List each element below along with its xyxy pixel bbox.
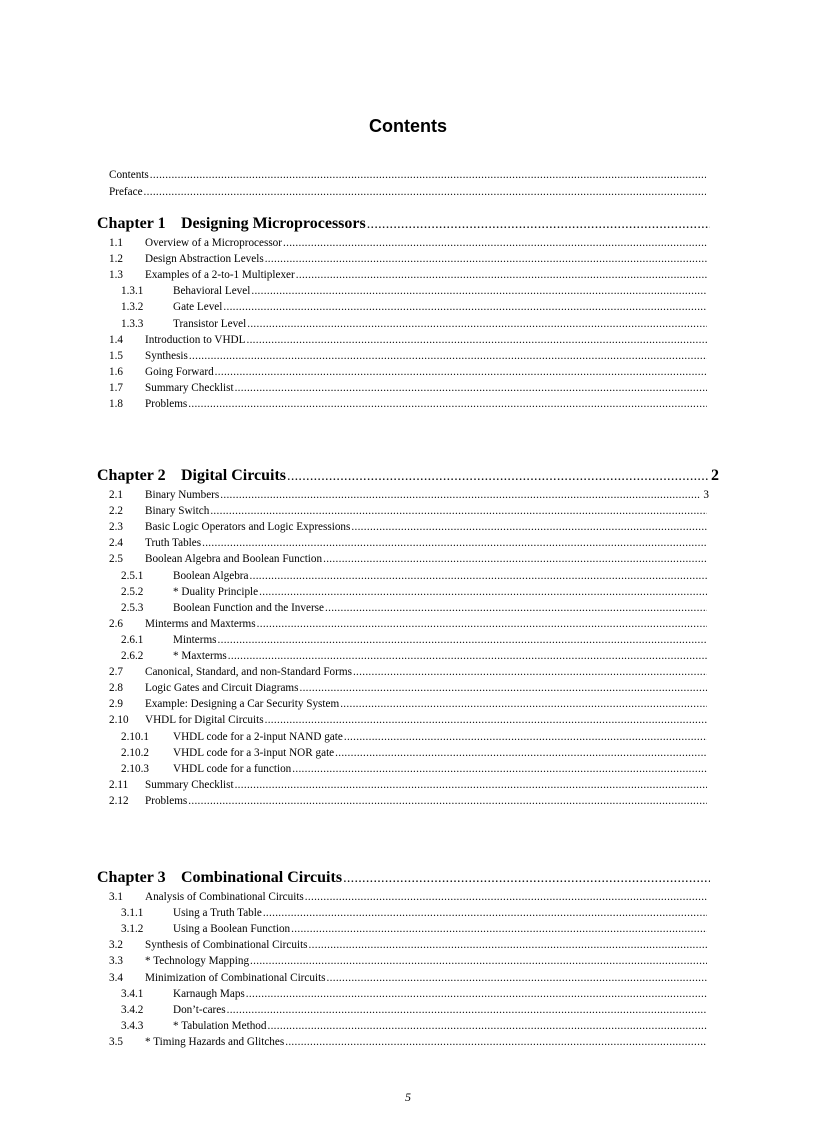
entry-title: Logic Gates and Circuit Diagrams — [145, 682, 299, 695]
entry-number: 1.2 — [109, 253, 123, 266]
entry-number: 3.5 — [109, 1035, 123, 1048]
entry-title: Binary Numbers — [145, 489, 220, 501]
entry-number: Chapter 1 — [97, 215, 166, 232]
entry-number: 2.4 — [109, 537, 123, 550]
section-entry[interactable] — [109, 971, 709, 985]
section-entry[interactable] — [109, 252, 709, 266]
subsection-entry[interactable] — [121, 300, 709, 314]
dot-leader — [188, 397, 707, 411]
dot-leader — [305, 890, 707, 904]
chapter-heading[interactable] — [97, 214, 712, 234]
section-entry[interactable] — [109, 665, 709, 679]
section-entry[interactable] — [109, 778, 709, 792]
entry-title: Problems — [145, 398, 188, 410]
entry-title: Going Forward — [145, 365, 214, 378]
front-matter-entry[interactable] — [109, 185, 708, 199]
subsection-entry[interactable] — [121, 906, 709, 920]
entry-title: Canonical, Standard, and non-Standard Forms — [145, 666, 352, 679]
entry-title: Minterms — [173, 633, 217, 646]
dot-leader — [343, 868, 710, 889]
entry-title: Introduction to VHDL — [145, 333, 246, 346]
entry-number: 2.5 — [109, 553, 123, 566]
section-entry[interactable] — [109, 552, 709, 566]
dot-leader — [292, 762, 707, 776]
dot-leader — [246, 333, 707, 347]
entry-number: 1.5 — [109, 349, 123, 362]
entry-title: Behavioral Level — [173, 285, 251, 298]
section-entry[interactable] — [109, 697, 709, 711]
subsection-entry[interactable] — [121, 284, 709, 298]
section-entry[interactable] — [109, 1035, 709, 1049]
dot-leader — [323, 552, 707, 566]
entry-page-number: 2 — [711, 467, 719, 484]
subsection-entry[interactable] — [121, 746, 709, 760]
section-entry[interactable] — [109, 536, 709, 550]
entry-number: 2.5.2 — [121, 585, 144, 598]
entry-title: Minimization of Combinational Circuits — [145, 971, 326, 984]
dot-leader — [202, 536, 707, 550]
subsection-entry[interactable] — [121, 730, 709, 744]
entry-title: VHDL code for a 2-input NAND gate — [173, 730, 343, 743]
entry-number: 2.11 — [109, 778, 129, 791]
dot-leader — [250, 954, 707, 968]
entry-number: 3.1.2 — [121, 923, 144, 936]
entry-number: 2.8 — [109, 682, 123, 695]
entry-page-number: 3 — [703, 489, 709, 501]
entry-number: 3.3 — [109, 955, 123, 968]
dot-leader — [344, 730, 707, 744]
entry-title: Analysis of Combinational Circuits — [145, 891, 304, 903]
entry-title: Preface — [109, 185, 143, 198]
entry-number: 1.1 — [109, 237, 123, 249]
entry-number: 1.7 — [109, 381, 123, 394]
entry-number: 2.7 — [109, 666, 123, 679]
dot-leader — [340, 697, 707, 711]
dot-leader — [247, 317, 707, 331]
section-entry[interactable] — [109, 268, 709, 282]
entry-title: VHDL code for a 3-input NOR gate — [173, 746, 335, 759]
entry-number: 2.1 — [109, 489, 123, 501]
entry-number: 2.2 — [109, 505, 123, 518]
entry-title: VHDL code for a function — [173, 762, 292, 775]
dot-leader — [335, 746, 707, 760]
entry-title: Contents — [109, 169, 149, 181]
entry-title: * Duality Principle — [173, 585, 259, 598]
section-entry[interactable] — [109, 794, 709, 808]
section-entry[interactable] — [109, 954, 709, 968]
section-entry[interactable] — [109, 365, 709, 379]
entry-title: Overview of a Microprocessor — [145, 237, 282, 249]
entry-title: Example: Designing a Car Security System — [145, 698, 340, 711]
dot-leader — [215, 365, 707, 379]
section-entry[interactable] — [109, 617, 709, 631]
chapter-heading[interactable] — [97, 466, 719, 486]
dot-leader — [144, 185, 706, 199]
entry-number: 1.6 — [109, 365, 123, 378]
entry-number: 3.4.3 — [121, 1019, 144, 1032]
entry-number: 2.5.1 — [121, 569, 144, 582]
dot-leader — [235, 381, 707, 395]
entry-title: Transistor Level — [173, 317, 247, 330]
entry-title: Design Abstraction Levels — [145, 253, 264, 266]
entry-number: 3.2 — [109, 939, 123, 952]
entry-title: Truth Tables — [145, 537, 202, 550]
dot-leader — [150, 168, 706, 182]
dot-leader — [251, 284, 707, 298]
entry-number: 3.4 — [109, 971, 123, 984]
entry-number: 2.6.2 — [121, 650, 144, 662]
entry-number: 1.3.2 — [121, 301, 144, 314]
page-title: Contents — [369, 116, 447, 136]
entry-title: Gate Level — [173, 301, 223, 314]
front-matter-entry[interactable] — [109, 168, 708, 182]
subsection-entry[interactable] — [121, 569, 709, 583]
entry-number: 2.6 — [109, 617, 123, 630]
dot-leader — [353, 665, 707, 679]
entry-number: 3.4.2 — [121, 1003, 144, 1016]
dot-leader — [188, 794, 707, 808]
dot-leader — [283, 236, 707, 250]
section-entry[interactable] — [109, 938, 709, 952]
dot-leader — [263, 906, 707, 920]
entry-number: 2.12 — [109, 794, 129, 807]
dot-leader — [309, 938, 707, 952]
section-entry[interactable] — [109, 681, 709, 695]
dot-leader — [218, 633, 707, 647]
entry-title: Designing Microprocessors — [181, 215, 366, 232]
entry-number: 1.3.1 — [121, 285, 144, 298]
entry-title: Summary Checklist — [145, 778, 234, 791]
subsection-entry[interactable] — [121, 649, 709, 663]
entry-title: VHDL for Digital Circuits — [145, 714, 264, 727]
dot-leader — [259, 585, 707, 599]
dot-leader — [210, 504, 707, 518]
section-entry[interactable] — [109, 890, 709, 904]
chapter-heading[interactable] — [97, 868, 712, 888]
entry-number: 1.8 — [109, 398, 123, 410]
entry-title: Summary Checklist — [145, 381, 234, 394]
entry-title: Boolean Algebra and Boolean Function — [145, 553, 323, 566]
dot-leader — [287, 466, 709, 487]
entry-number: Chapter 2 — [97, 467, 166, 484]
section-entry[interactable] — [109, 713, 709, 727]
dot-leader — [267, 1019, 707, 1033]
dot-leader — [246, 987, 707, 1001]
entry-number: 2.6.1 — [121, 633, 144, 646]
entry-number: Chapter 3 — [97, 869, 166, 886]
entry-title: Binary Switch — [145, 505, 210, 518]
entry-number: 1.3.3 — [121, 317, 144, 330]
entry-title: Karnaugh Maps — [173, 987, 245, 1000]
section-entry[interactable] — [109, 236, 709, 250]
entry-title: * Tabulation Method — [173, 1019, 267, 1032]
entry-title: Basic Logic Operators and Logic Expressions — [145, 521, 351, 534]
section-entry[interactable] — [109, 381, 709, 395]
dot-leader — [299, 681, 707, 695]
subsection-entry[interactable] — [121, 762, 709, 776]
entry-number: 1.4 — [109, 333, 123, 346]
entry-title: Minterms and Maxterms — [145, 617, 256, 630]
entry-title: * Timing Hazards and Glitches — [145, 1035, 285, 1048]
dot-leader — [235, 778, 707, 792]
entry-title: Boolean Algebra — [173, 569, 249, 582]
entry-number: 2.5.3 — [121, 601, 144, 614]
subsection-entry[interactable] — [121, 922, 709, 936]
dot-leader — [223, 300, 707, 314]
entry-title: Synthesis — [145, 349, 188, 362]
subsection-entry[interactable] — [121, 1019, 709, 1033]
entry-title: * Maxterms — [173, 650, 227, 662]
entry-title: Combinational Circuits — [181, 869, 343, 886]
entry-title: Using a Truth Table — [173, 907, 262, 920]
entry-number: 3.4.1 — [121, 987, 144, 1000]
entry-title: Don’t-cares — [173, 1003, 226, 1016]
dot-leader — [285, 1035, 707, 1049]
entry-number: 2.10.2 — [121, 746, 149, 759]
subsection-entry[interactable] — [121, 585, 709, 599]
dot-leader — [351, 520, 707, 534]
subsection-entry[interactable] — [121, 317, 709, 331]
entry-number: 2.9 — [109, 698, 123, 711]
dot-leader — [189, 349, 707, 363]
entry-title: Digital Circuits — [181, 467, 287, 484]
entry-number: 1.3 — [109, 269, 123, 282]
entry-title: Synthesis of Combinational Circuits — [145, 939, 308, 952]
entry-number: 2.10.3 — [121, 762, 149, 775]
section-entry[interactable] — [109, 333, 709, 347]
entry-title: Problems — [145, 794, 188, 807]
entry-title: Examples of a 2-to-1 Multiplexer — [145, 269, 295, 282]
section-entry[interactable] — [109, 349, 709, 363]
dot-leader — [325, 601, 707, 615]
dot-leader — [257, 617, 707, 631]
subsection-entry[interactable] — [121, 601, 709, 615]
dot-leader — [265, 252, 707, 266]
section-entry[interactable] — [109, 520, 709, 534]
dot-leader — [296, 268, 707, 282]
subsection-entry[interactable] — [121, 1003, 709, 1017]
entry-number: 2.3 — [109, 521, 123, 534]
entry-number: 2.10 — [109, 714, 129, 727]
dot-leader — [291, 922, 707, 936]
page-number: 5 — [405, 1090, 411, 1104]
entry-number: 3.1 — [109, 891, 123, 903]
dot-leader — [250, 569, 708, 583]
dot-leader — [220, 488, 701, 502]
entry-title: Using a Boolean Function — [173, 923, 291, 936]
subsection-entry[interactable] — [121, 633, 709, 647]
dot-leader — [227, 1003, 707, 1017]
section-entry[interactable] — [109, 504, 709, 518]
section-entry[interactable] — [109, 488, 709, 502]
dot-leader — [367, 214, 710, 235]
entry-number: 2.10.1 — [121, 730, 149, 743]
dot-leader — [265, 713, 707, 727]
dot-leader — [327, 971, 707, 985]
entry-title: * Technology Mapping — [145, 955, 250, 968]
dot-leader — [228, 649, 707, 663]
subsection-entry[interactable] — [121, 987, 709, 1001]
section-entry[interactable] — [109, 397, 709, 411]
entry-title: Boolean Function and the Inverse — [173, 601, 324, 614]
entry-number: 3.1.1 — [121, 907, 144, 920]
